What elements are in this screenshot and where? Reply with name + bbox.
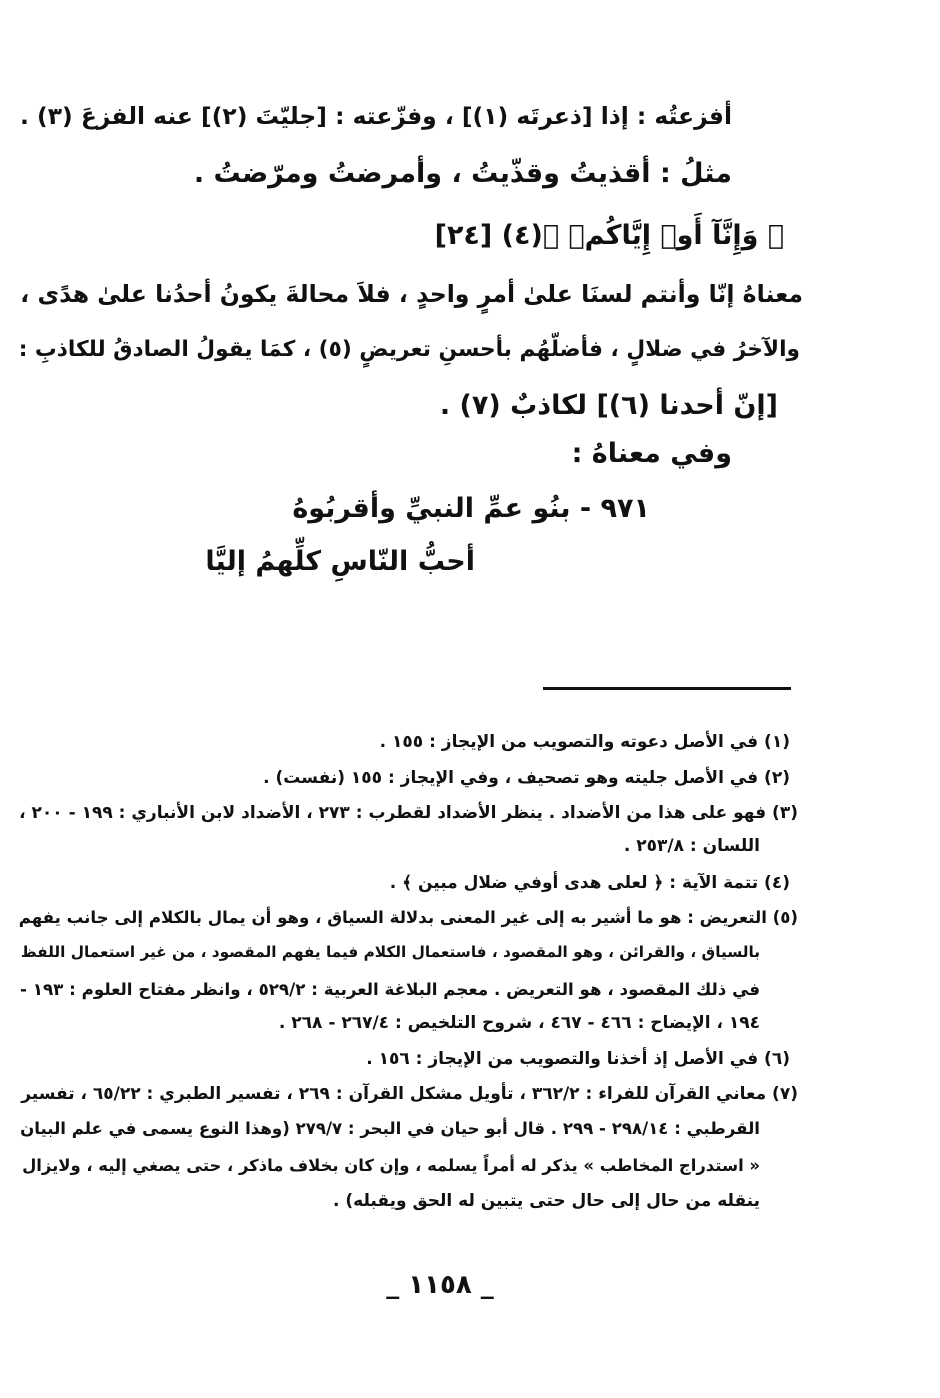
paragraph-line-2: والآخرُ في ضلالٍ ، فأضلّهُم بأحسنِ تعريضٍ (٥) ، كمَا يقولُ الصادقُ للكاذبِ : [18,337,800,362]
text-line-1: أفزعتُه : إذا [ذعرتَه (١)] ، وفزّعته : [جليّتَ (٢)] عنه الفزعَ (٣) . [20,102,732,130]
text-line-2: مثلُ : أقذيتُ وقذّيتُ ، وأمرضتُ ومرّضتُ . [193,158,732,189]
footnote-2: (٢) في الأصل جليته وهو تصحيف ، وفي الإيجاز : ١٥٥ (نفست) . [263,768,790,788]
quran-verse: ﴿ وَإِنَّآ أَوۡ إِيَّاكُمۡ ﴾(٤) [٢٤] [434,220,784,251]
footnote-5-cont-2: في ذلك المقصود ، هو التعريض . معجم البلاغة العربية : ٥٢٩/٢ ، وانظر مفتاح العلوم : ١٩٣ - [20,979,760,999]
footnote-3: (٣) فهو على هذا من الأضداد . ينظر الأضداد لقطرب : ٢٧٣ ، الأضداد لابن الأنباري : ١٩٩ - ٢٠٠ ، [19,803,798,823]
footnote-separator [543,687,791,690]
footnote-5-cont-1: بالسياق ، والقرائن ، وهو المقصود ، فاستعمال الكلام فيما يفهم المقصود ، من غير استعمال اللفظ [20,943,760,961]
footnote-7: (٧) معاني القرآن للفراء : ٣٦٢/٢ ، تأويل مشكل القرآن : ٢٦٩ ، تفسير الطبري : ٦٥/٢٢ ، تفسير [21,1084,798,1104]
footnote-7-cont-1: القرطبي : ٢٩٨/١٤ - ٢٩٩ . قال أبو حيان في البحر : ٢٧٩/٧ (وهذا النوع يسمى في علم البيان [20,1119,760,1138]
poem-verse-2: أحبُّ النّاسِ كلِّهمُ إليَّا [205,546,475,577]
footnote-7-cont-2: « استدراج المخاطب » يذكر له أمراً يسلمه ، وإن كان بخلاف ماذكر ، حتى يصغي إليه ، ولايزال [22,1156,760,1175]
paragraph-line-3: [إنّ أحدنا (٦)] لكاذبٌ (٧) . [439,390,778,421]
footnote-7-cont-3: ينقله من حال إلى حال حتى يتبين له الحق ويقبله) . [333,1191,760,1211]
paragraph-line-1: معناهُ إنّا وأنتم لسنَا علىٰ أمرٍ واحدٍ ، فلاَ محالةَ يكونُ أحدُنا علىٰ هدًى ، [20,280,803,308]
paragraph-line-4: وفي معناهُ : [571,438,732,469]
footnote-1: (١) في الأصل دعوته والتصويب من الإيجاز : ١٥٥ . [379,732,790,752]
footnote-4: (٤) تتمة الآية : ﴿ لعلى هدى أوفي ضلال مبين ﴾ . [389,873,790,893]
footnote-5: (٥) التعريض : هو ما أشير به إلى غير المعنى بدلالة السياق ، وهو أن يمال بالكلام إلى جانب يفهم [18,908,798,927]
page-number: _ ١١٥٨ _ [386,1270,494,1300]
footnote-3-cont: اللسان : ٢٥٣/٨ . [623,836,760,856]
footnote-5-cont-3: ١٩٤ ، الإيضاح : ٤٦٦ - ٤٦٧ ، شروح التلخيص : ٢٦٧/٤ - ٢٦٨ . [278,1013,760,1033]
footnote-6: (٦) في الأصل إذ أخذنا والتصويب من الإيجاز : ١٥٦ . [366,1049,790,1069]
poem-verse-1: ٩٧١ - بنُو عمِّ النبيِّ وأقربُوهُ [292,493,650,524]
